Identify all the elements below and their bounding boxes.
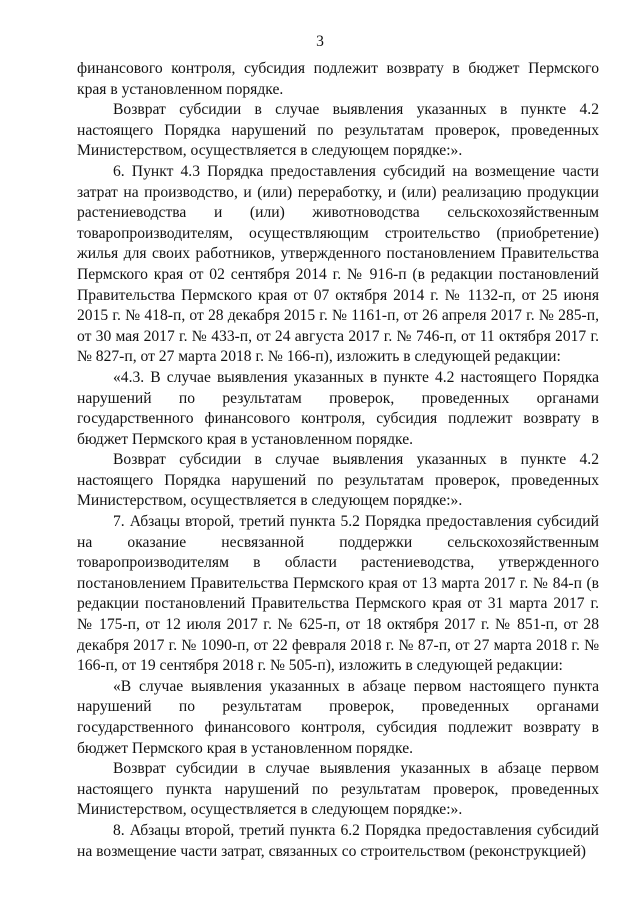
document-body [77,59,599,862]
paragraph: Возврат субсидии в случае выявления указанных в абзаце первом настоящего пункта нарушений по результатам проверок, проведенных Министерством, осуществляется в следующем порядке:». [77,760,599,819]
paragraph: «4.3. В случае выявления указанных в пункте 4.2 настоящего Порядка нарушений по результатам проверок, проведенных органами государственного финансового контроля, субсидия подлежит возврату в бюджет Пермского края в установленном порядке. [77,368,599,448]
paragraph: Возврат субсидии в случае выявления указанных в пункте 4.2 настоящего Порядка нарушений по результатам проверок, проведенных Министерством, осуществляется в следующем порядке:». [77,451,599,510]
paragraph: финансового контроля, субсидия подлежит возврату в бюджет Пермского края в установленном порядке. [77,60,599,98]
paragraph: 7. Абзацы второй, третий пункта 5.2 Порядка предоставления субсидий на оказание несвязанной поддержки сельскохозяйственным товаропроизводителям в области растениеводства, утвержденного постановлением Правительства Пермского края от 13 марта 2017 г. № 84-п (в редакции постановлений Правительства Пермского края от 31 марта 2017 г. № 175-п, от 12 июля 2017 г. № 625-п, от 18 октября 2017 г. № 851-п, от 28 декабря 2017 г. № 1090-п, от 22 февраля 2018 г. № 87-п, от 27 марта 2018 г. № 166-п, от 19 сентября 2018 г. № 505-п), изложить в следующей редакции: [77,513,599,675]
paragraph: «В случае выявления указанных в абзаце первом настоящего пункта нарушений по результатам проверок, проведенных органами государственного финансового контроля, субсидия подлежит возврату в бюджет Пермского края в установленном порядке. [77,677,599,757]
paragraph: 6. Пункт 4.3 Порядка предоставления субсидий на возмещение части затрат на производство, и (или) переработку, и (или) реализацию продукции растениеводства и (или) животноводства сельскохозяйственным товаропроизводителям, осуществляющим строительство (приобретение) жилья для своих работников, утвержденного постановлением Правительства Пермского края от 02 сентября 2014 г. № 916-п (в редакции постановлений Правительства Пермского края от 07 октября 2014 г. № 1132-п, от 25 июня 2015 г. № 418-п, от 28 декабря 2015 г. № 1161-п, от 26 апреля 2017 г. № 285-п, от 30 мая 2017 г. № 433-п, от 24 августа 2017 г. № 746-п, от 11 октября 2017 г. № 827-п, от 27 марта 2018 г. № 166-п), изложить в следующей редакции: [77,162,599,366]
paragraph: Возврат субсидии в случае выявления указанных в пункте 4.2 настоящего Порядка нарушений по результатам проверок, проведенных Министерством, осуществляется в следующем порядке:». [77,101,599,160]
page-number: 3 [316,33,324,50]
paragraph: 8. Абзацы второй, третий пункта 6.2 Порядка предоставления субсидий на возмещение части затрат, связанных со строительством (реконструкцией) [77,821,599,860]
